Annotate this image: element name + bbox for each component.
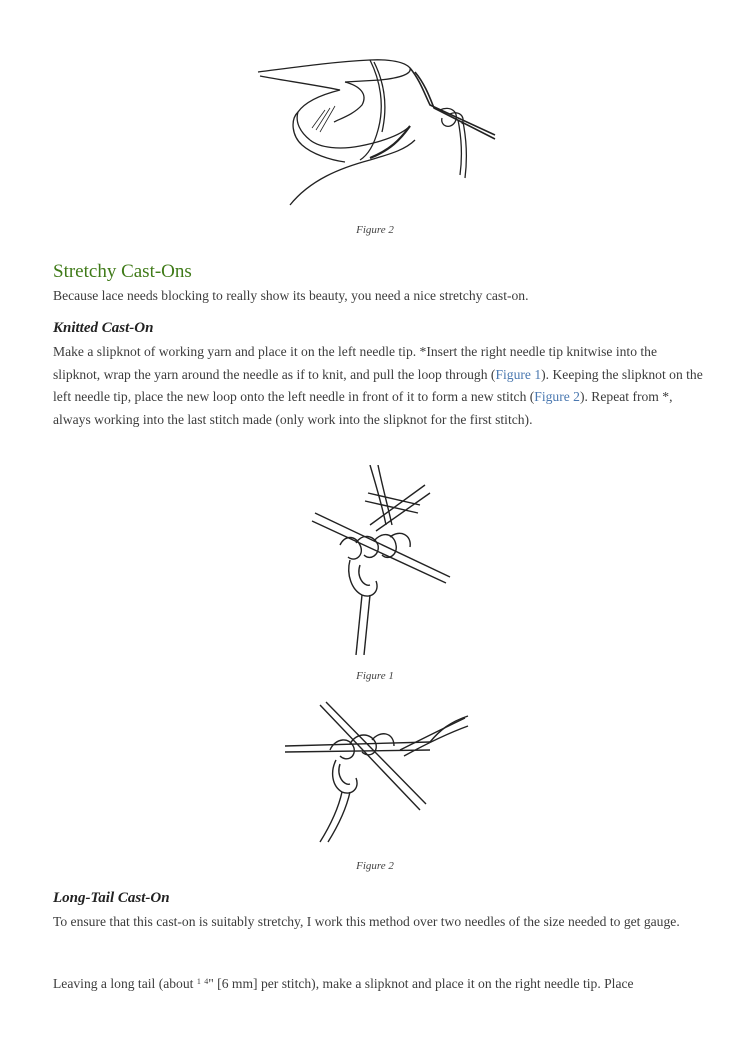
long-tail-cast-on-heading: Long-Tail Cast-On <box>53 890 170 906</box>
section-title: Stretchy Cast-Ons <box>53 261 192 282</box>
figure-2-link[interactable]: Figure 2 <box>534 389 580 404</box>
knitted-cast-on-heading: Knitted Cast-On <box>53 320 154 336</box>
figure-caption: Figure 2 <box>356 224 394 236</box>
knitted-cast-on-paragraph: Make a slipknot of working yarn and place it on the left needle tip. *Insert the right needle tip knitwise into the slipknot, wrap the yarn around the needle as if to knit, and pull the loop through (Figure 1). Keeping the slipknot on the left needle tip, place the new loop onto the left needle in front of it to form a new stitch (Figure 2). Repeat from *, always working into the last stitch made (only work into the slipknot for the first stitch). <box>53 344 703 427</box>
figure-1-link[interactable]: Figure 1 <box>495 366 542 382</box>
long-tail-paragraph-1: To ensure that this cast-on is suitably stretchy, I work this method over two needles of the size needed to get gauge. <box>53 914 680 929</box>
long-tail-paragraph-2: Leaving a long tail (about $^1$ $^4$" [6 mm] per stitch), make a slipknot and place it on the right needle tip. Place <box>53 976 634 991</box>
figure-1-caption: Figure 1 <box>356 670 394 682</box>
figure-1-illustration <box>290 465 460 655</box>
figure-2-illustration <box>280 700 475 845</box>
figure-2-caption: Figure 2 <box>356 860 394 872</box>
figure-hand-illustration <box>250 50 500 215</box>
section-intro: Because lace needs blocking to really show its beauty, you need a nice stretchy cast-on. <box>53 288 529 303</box>
